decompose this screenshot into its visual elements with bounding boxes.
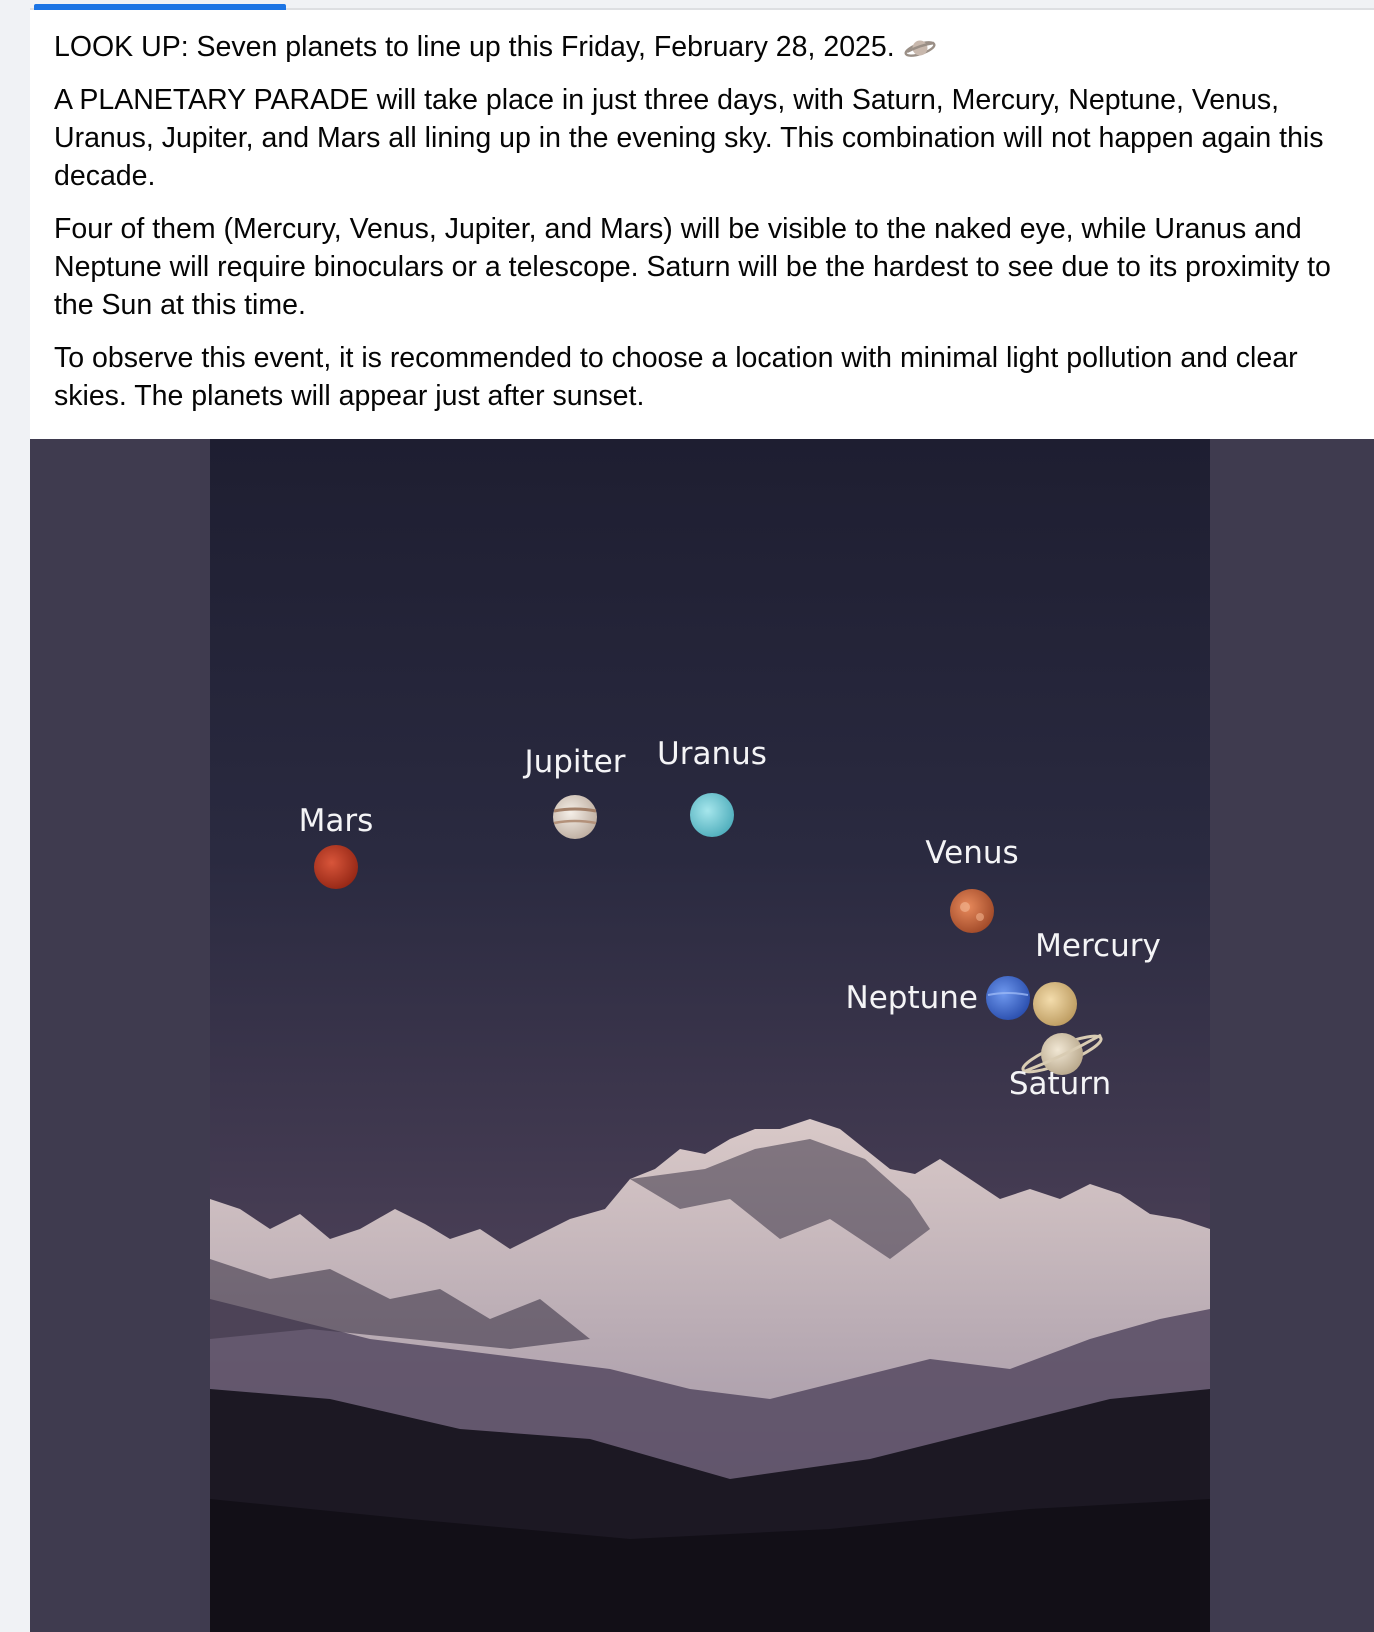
post-paragraph-2: Four of them (Mercury, Venus, Jupiter, and Mars) will be visible to the naked eye, while Uranus and Neptune will require binoculars or a telescope. Saturn will be the hardest to see due to its proximity to the Sun at this time. [54, 213, 1331, 321]
label-mars: Mars [298, 803, 374, 839]
label-uranus: Uranus [657, 736, 767, 772]
label-jupiter: Jupiter [524, 744, 626, 780]
post-headline: LOOK UP: Seven planets to line up this Friday, February 28, 2025. [54, 31, 895, 63]
planet-jupiter [553, 795, 597, 839]
post-media[interactable] [30, 439, 1374, 1632]
label-venus: Venus [925, 835, 1019, 871]
planetary-parade-photo[interactable] [210, 439, 1210, 1632]
post-paragraph-1: A PLANETARY PARADE will take place in just three days, with Saturn, Mercury, Neptune, Venus, Uranus, Jupiter, and Mars all lining up in the evening sky. This combination will not happen again this decade. [54, 84, 1324, 192]
planet-neptune [986, 976, 1030, 1020]
planet-venus [950, 889, 994, 933]
post-paragraph-3: To observe this event, it is recommended to choose a location with minimal light pollution and clear skies. The planets will appear just after sunset. [54, 342, 1298, 412]
post-text [54, 28, 1354, 430]
label-mercury: Mercury [1035, 928, 1161, 964]
planet-mercury [1033, 982, 1077, 1026]
post-headline-line [54, 28, 1354, 66]
planet-uranus [690, 793, 734, 837]
planet-mars [314, 845, 358, 889]
label-neptune: Neptune [845, 980, 978, 1016]
ringed-planet-icon [903, 31, 937, 53]
post-card [30, 10, 1374, 1632]
label-saturn: Saturn [1008, 1066, 1112, 1102]
